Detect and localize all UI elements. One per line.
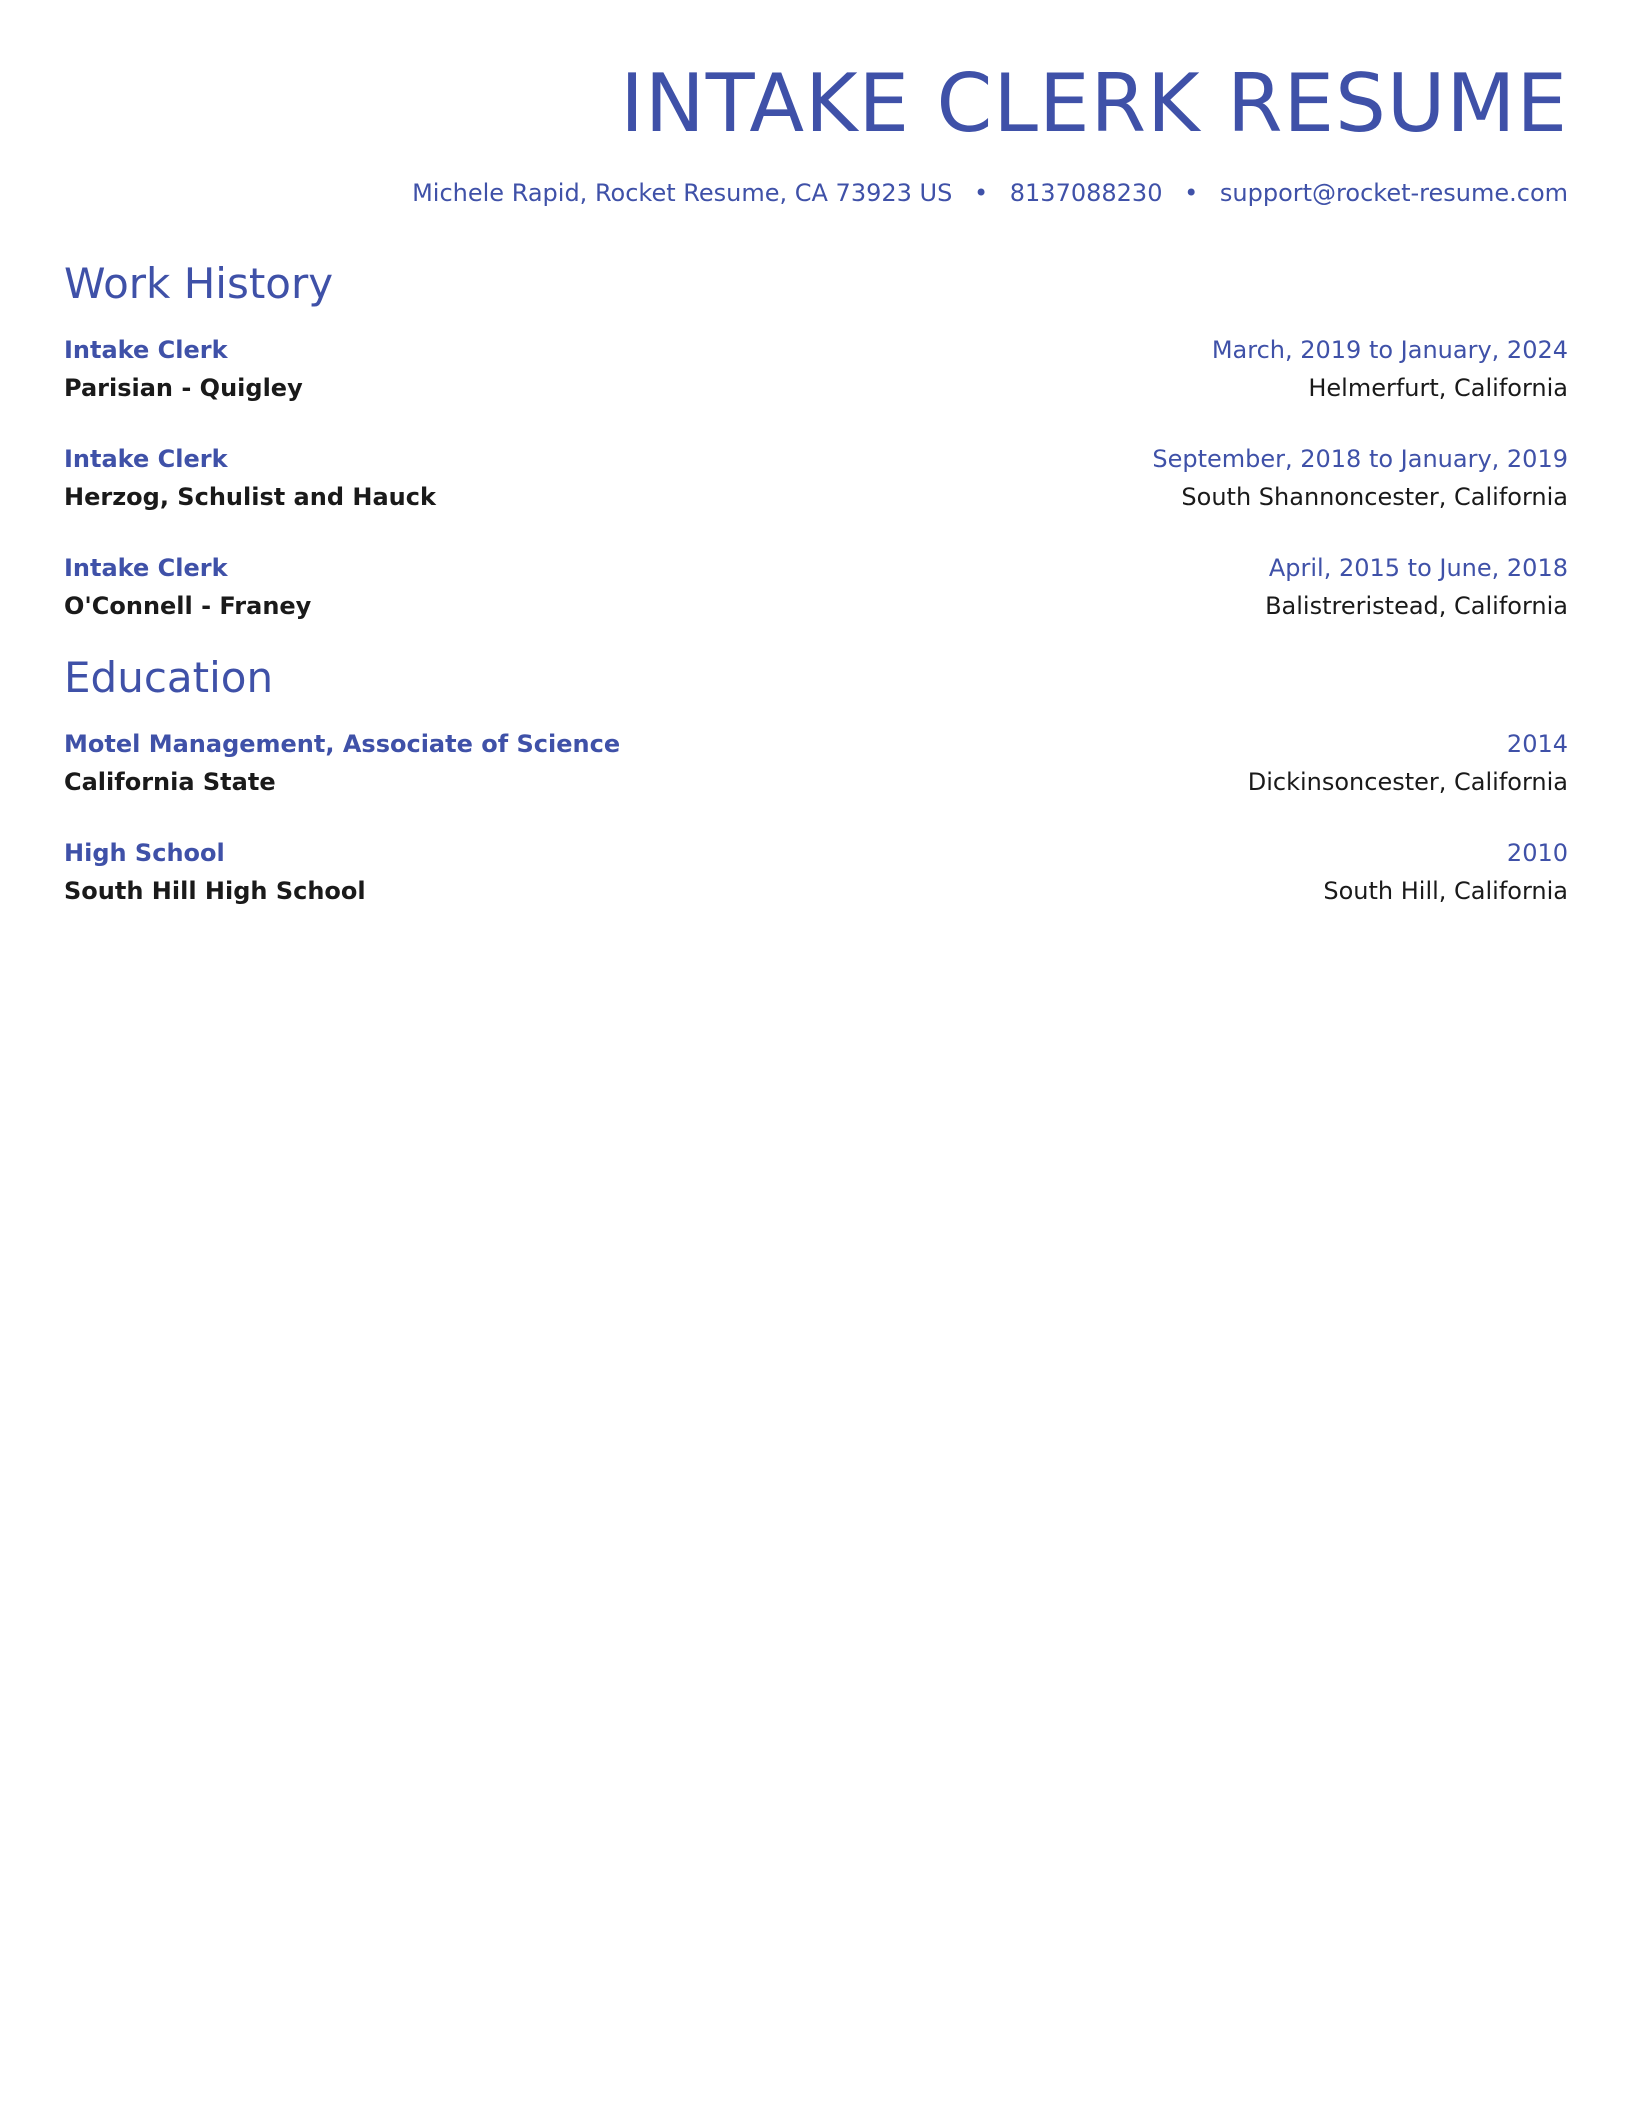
company-name: Herzog, Schulist and Hauck	[64, 483, 436, 511]
school-location: Dickinsoncester, California	[1247, 768, 1568, 796]
resume-title: INTAKE CLERK RESUME	[620, 57, 1568, 150]
contact-address: Michele Rapid, Rocket Resume, CA 73923 US	[412, 179, 953, 207]
education-entry	[64, 725, 1568, 801]
contact-separator: •	[973, 179, 989, 207]
work-history-heading: Work History	[64, 259, 334, 308]
work-entry	[64, 331, 1568, 407]
job-location: Helmerfurt, California	[1308, 374, 1568, 402]
school-name: California State	[64, 768, 276, 796]
degree: Motel Management, Associate of Science	[64, 730, 621, 758]
graduation-year: 2010	[1506, 839, 1568, 867]
school-location: South Hill, California	[1323, 877, 1568, 905]
job-title: Intake Clerk	[64, 336, 228, 364]
contact-line	[412, 178, 1568, 208]
job-title: Intake Clerk	[64, 445, 228, 473]
company-name: Parisian - Quigley	[64, 374, 303, 402]
job-dates: September, 2018 to January, 2019	[1152, 445, 1568, 473]
school-name: South Hill High School	[64, 877, 366, 905]
education-heading: Education	[64, 653, 274, 702]
job-location: Balistreristead, California	[1265, 592, 1568, 620]
job-dates: March, 2019 to January, 2024	[1211, 336, 1568, 364]
job-location: South Shannoncester, California	[1181, 483, 1568, 511]
job-dates: April, 2015 to June, 2018	[1268, 554, 1568, 582]
degree: High School	[64, 839, 225, 867]
contact-separator: •	[1184, 179, 1199, 207]
contact-phone: 8137088230	[1009, 179, 1163, 207]
work-entry	[64, 440, 1568, 516]
job-title: Intake Clerk	[64, 554, 228, 582]
work-entry	[64, 549, 1568, 625]
graduation-year: 2014	[1506, 730, 1568, 758]
education-entry	[64, 834, 1568, 910]
company-name: O'Connell - Franey	[64, 592, 312, 620]
contact-email[interactable]: support@rocket-resume.com	[1219, 179, 1568, 207]
